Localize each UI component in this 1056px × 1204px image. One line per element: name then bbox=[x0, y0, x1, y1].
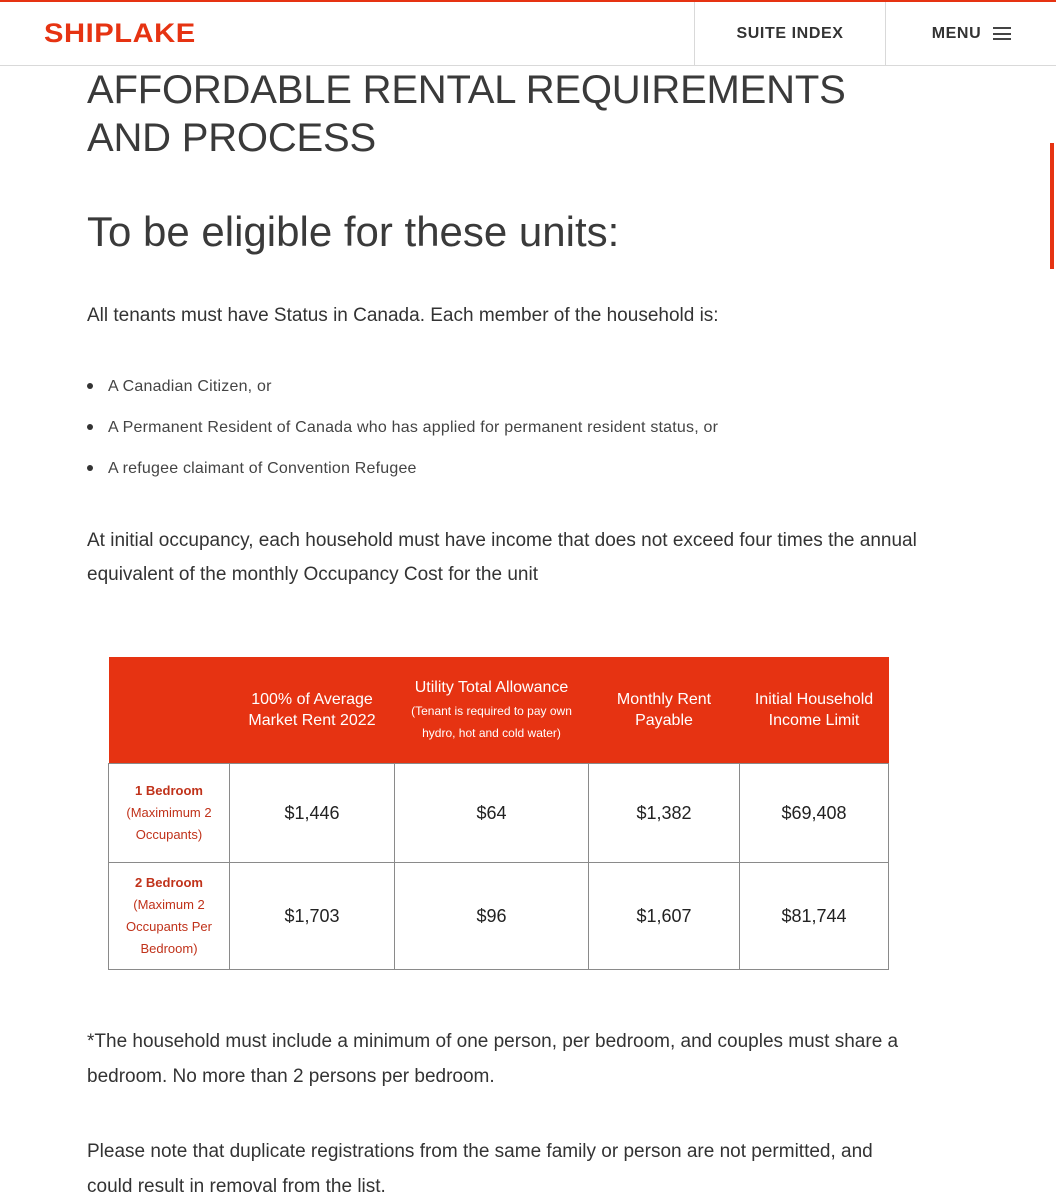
list-item-text: A refugee claimant of Convention Refugee bbox=[108, 460, 417, 477]
header-market-rent: 100% of Average Market Rent 2022 bbox=[230, 657, 395, 764]
income-limit-cell: $81,744 bbox=[740, 863, 889, 970]
market-rent-cell: $1,446 bbox=[230, 764, 395, 863]
site-header bbox=[0, 2, 1056, 66]
header-utility-allowance bbox=[395, 657, 589, 764]
menu-label: MENU bbox=[931, 24, 982, 42]
unit-type-cell bbox=[109, 863, 230, 970]
rent-payable-cell: $1,382 bbox=[589, 764, 740, 863]
list-item-text: A Permanent Resident of Canada who has applied for permanent resident status, or bbox=[108, 419, 719, 436]
list-item bbox=[87, 412, 718, 453]
suite-index-label: SUITE INDEX bbox=[736, 24, 844, 42]
bullet-icon bbox=[87, 383, 93, 389]
unit-type-detail: (Maximum 2 Occupants Per Bedroom) bbox=[126, 897, 212, 956]
status-list bbox=[87, 371, 718, 494]
utility-cell: $64 bbox=[395, 764, 589, 863]
unit-type-cell bbox=[109, 764, 230, 863]
list-item bbox=[87, 453, 718, 494]
rent-payable-cell: $1,607 bbox=[589, 863, 740, 970]
header-utility-label: Utility Total Allowance bbox=[414, 678, 569, 696]
market-rent-cell: $1,703 bbox=[230, 863, 395, 970]
eligibility-heading: To be eligible for these units: bbox=[87, 208, 620, 255]
utility-cell: $96 bbox=[395, 863, 589, 970]
income-paragraph: At initial occupancy, each household must have income that does not exceed four times the annual equivalent of the monthly Occupancy Cost for the unit bbox=[87, 530, 917, 585]
hamburger-icon bbox=[993, 27, 1011, 40]
household-note: *The household must include a minimum of one person, per bedroom, and couples must share a bedroom. No more than 2 persons per bedroom. bbox=[87, 1031, 899, 1087]
list-item-text: A Canadian Citizen, or bbox=[108, 378, 272, 395]
rent-table bbox=[108, 657, 889, 970]
bullet-icon bbox=[87, 424, 93, 430]
unit-type-label: 1 Bedroom bbox=[135, 783, 203, 798]
unit-type-detail: (Maximimum 2 Occupants) bbox=[126, 805, 212, 842]
unit-type-label: 2 Bedroom bbox=[135, 875, 203, 890]
list-item bbox=[87, 371, 718, 412]
suite-index-button[interactable] bbox=[694, 2, 886, 65]
table-header-row bbox=[109, 657, 889, 764]
table-row bbox=[109, 863, 889, 970]
page-title: AFFORDABLE RENTAL REQUIREMENTS AND PROCESS bbox=[87, 68, 846, 160]
header-income-limit: Initial Household Income Limit bbox=[740, 657, 889, 764]
menu-button[interactable] bbox=[887, 2, 1056, 65]
duplicate-registration-note: Please note that duplicate registrations from the same family or person are not permitted, and could result in removal from the list. bbox=[87, 1141, 873, 1197]
shiplake-logo[interactable]: SHIPLAKE bbox=[44, 18, 196, 48]
table-row bbox=[109, 764, 889, 863]
income-limit-cell: $69,408 bbox=[740, 764, 889, 863]
scrollbar-thumb[interactable] bbox=[1050, 143, 1054, 269]
status-intro: All tenants must have Status in Canada. Each member of the household is: bbox=[87, 305, 719, 326]
bullet-icon bbox=[87, 465, 93, 471]
header-utility-note: (Tenant is required to pay own hydro, hot and cold water) bbox=[411, 703, 572, 740]
header-unit-type bbox=[109, 657, 230, 764]
header-rent-payable: Monthly Rent Payable bbox=[589, 657, 740, 764]
